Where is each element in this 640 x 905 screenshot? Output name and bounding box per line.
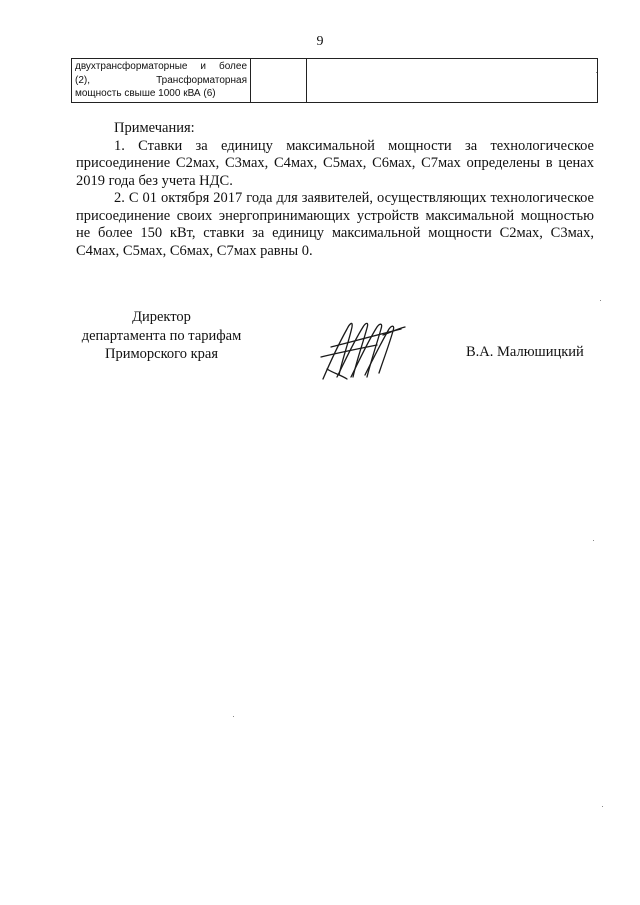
table-cell-line: двухтрансформаторные и более: [75, 61, 247, 72]
scan-speck: [600, 300, 601, 301]
note-item: 2. С 01 октября 2017 года для заявителей, осуществляющих технологическое присоединение своих энергопринимающих устройств максимальной мощностью не более 150 кВт, ставки за единицу максимальной мощности С2мах, С3мах, С4мах, С5мах, С6мах, С7мах равны 0.: [76, 190, 594, 259]
table-cell-empty: [307, 59, 598, 103]
table-cell-line: (2), Трансформаторная: [75, 74, 247, 86]
table-cell-description: [72, 59, 251, 103]
table-fragment: [71, 58, 598, 103]
position-line: Приморского края: [104, 346, 218, 362]
table-cell-line: мощность свыше 1000 кВА (6): [75, 88, 216, 99]
table-cell-empty: [251, 59, 307, 103]
notes-section: [76, 120, 594, 260]
scan-speck: [596, 72, 597, 73]
signer-name: В.А. Малюшицкий: [466, 344, 584, 360]
scan-speck: [322, 378, 323, 379]
scan-speck: [602, 806, 603, 807]
table-row: [72, 59, 598, 103]
position-line: Директор: [132, 309, 191, 325]
scan-speck: [233, 716, 234, 717]
scan-speck: [593, 540, 594, 541]
note-item: 1. Ставки за единицу максимальной мощности за технологическое присоединение С2мах, С3мах, С4мах, С5мах, С6мах, С7мах определены в ценах 2019 года без учета НДС.: [76, 137, 594, 189]
signatory-position: [64, 308, 259, 364]
notes-title: Примечания:: [114, 120, 195, 136]
position-line: департамента по тарифам: [81, 327, 242, 344]
handwritten-signature: [317, 317, 409, 383]
page-number: 9: [316, 34, 324, 49]
